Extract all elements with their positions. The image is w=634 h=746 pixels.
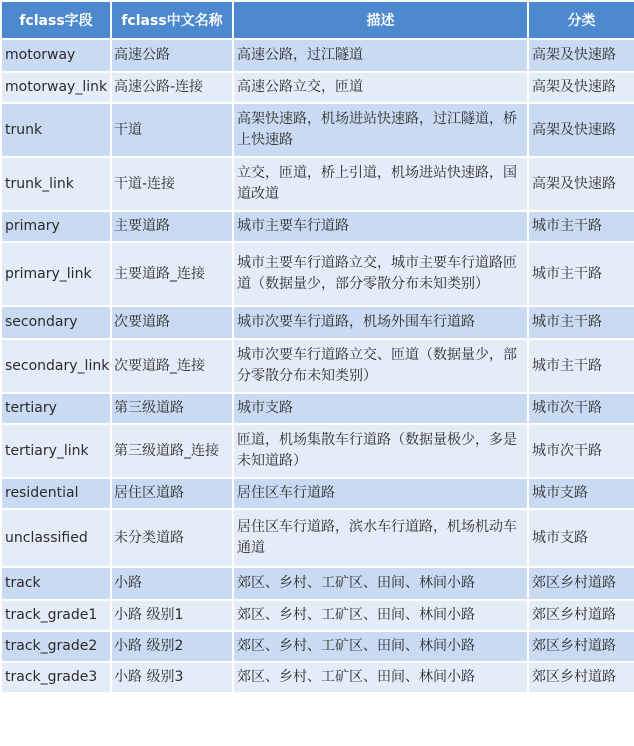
header-category: 分类	[528, 1, 634, 39]
category-cell: 城市主干路	[528, 211, 634, 242]
description-cell: 立交，匝道，桥上引道，机场进站快速路，国道改道	[233, 157, 528, 211]
fclass-cell: track_grade3	[1, 662, 111, 693]
chinese-name-cell: 高速公路	[111, 39, 233, 72]
description-cell: 城市次要车行道路，机场外围车行道路	[233, 306, 528, 339]
category-cell: 高架及快速路	[528, 157, 634, 211]
description-cell: 郊区、乡村、工矿区、田间、林间小路	[233, 567, 528, 600]
table-row	[1, 662, 634, 693]
table-row	[1, 157, 634, 211]
category-cell: 城市主干路	[528, 339, 634, 393]
description-cell: 城市主要车行道路	[233, 211, 528, 242]
table-row	[1, 631, 634, 662]
category-cell: 城市支路	[528, 509, 634, 567]
chinese-name-cell: 小路 级别2	[111, 631, 233, 662]
category-cell: 郊区乡村道路	[528, 600, 634, 631]
fclass-cell: primary_link	[1, 242, 111, 306]
table-row	[1, 393, 634, 424]
chinese-name-cell: 小路 级别1	[111, 600, 233, 631]
description-cell: 郊区、乡村、工矿区、田间、林间小路	[233, 600, 528, 631]
header-fclass: fclass字段	[1, 1, 111, 39]
chinese-name-cell: 主要道路	[111, 211, 233, 242]
fclass-cell: primary	[1, 211, 111, 242]
category-cell: 城市次干路	[528, 424, 634, 478]
chinese-name-cell: 干道	[111, 103, 233, 157]
chinese-name-cell: 高速公路-连接	[111, 72, 233, 103]
fclass-cell: tertiary_link	[1, 424, 111, 478]
category-cell: 郊区乡村道路	[528, 662, 634, 693]
fclass-cell: residential	[1, 478, 111, 509]
chinese-name-cell: 干道-连接	[111, 157, 233, 211]
description-cell: 城市次要车行道路立交、匝道（数据量少，部分零散分布未知类别）	[233, 339, 528, 393]
description-cell: 高架快速路，机场进站快速路，过江隧道，桥上快速路	[233, 103, 528, 157]
fclass-cell: motorway_link	[1, 72, 111, 103]
category-cell: 高架及快速路	[528, 39, 634, 72]
fclass-cell: track	[1, 567, 111, 600]
table-row	[1, 478, 634, 509]
table-row	[1, 509, 634, 567]
description-cell: 匝道，机场集散车行道路（数据量极少，多是未知道路）	[233, 424, 528, 478]
table-row	[1, 567, 634, 600]
chinese-name-cell: 次要道路	[111, 306, 233, 339]
chinese-name-cell: 居住区道路	[111, 478, 233, 509]
table-header	[1, 1, 634, 39]
category-cell: 郊区乡村道路	[528, 631, 634, 662]
fclass-cell: tertiary	[1, 393, 111, 424]
header-description: 描述	[233, 1, 528, 39]
chinese-name-cell: 小路 级别3	[111, 662, 233, 693]
table-row	[1, 339, 634, 393]
table-body	[1, 39, 634, 693]
description-cell: 城市支路	[233, 393, 528, 424]
description-cell: 居住区车行道路	[233, 478, 528, 509]
chinese-name-cell: 第三级道路_连接	[111, 424, 233, 478]
table-row	[1, 600, 634, 631]
fclass-cell: secondary	[1, 306, 111, 339]
chinese-name-cell: 第三级道路	[111, 393, 233, 424]
fclass-cell: trunk_link	[1, 157, 111, 211]
chinese-name-cell: 次要道路_连接	[111, 339, 233, 393]
category-cell: 高架及快速路	[528, 72, 634, 103]
chinese-name-cell: 未分类道路	[111, 509, 233, 567]
category-cell: 城市主干路	[528, 242, 634, 306]
description-cell: 郊区、乡村、工矿区、田间、林间小路	[233, 662, 528, 693]
category-cell: 城市次干路	[528, 393, 634, 424]
description-cell: 居住区车行道路，滨水车行道路，机场机动车通道	[233, 509, 528, 567]
category-cell: 郊区乡村道路	[528, 567, 634, 600]
description-cell: 城市主要车行道路立交，城市主要车行道路匝道（数据量少，部分零散分布未知类别）	[233, 242, 528, 306]
description-cell: 高速公路，过江隧道	[233, 39, 528, 72]
table-row	[1, 211, 634, 242]
fclass-cell: secondary_link	[1, 339, 111, 393]
category-cell: 城市支路	[528, 478, 634, 509]
chinese-name-cell: 小路	[111, 567, 233, 600]
category-cell: 城市主干路	[528, 306, 634, 339]
category-cell: 高架及快速路	[528, 103, 634, 157]
header-chinese-name: fclass中文名称	[111, 1, 233, 39]
table-row	[1, 306, 634, 339]
fclass-cell: motorway	[1, 39, 111, 72]
header-row	[1, 1, 634, 39]
table-row	[1, 39, 634, 72]
table-row	[1, 103, 634, 157]
table-row	[1, 72, 634, 103]
fclass-cell: trunk	[1, 103, 111, 157]
fclass-cell: track_grade1	[1, 600, 111, 631]
chinese-name-cell: 主要道路_连接	[111, 242, 233, 306]
description-cell: 高速公路立交，匝道	[233, 72, 528, 103]
description-cell: 郊区、乡村、工矿区、田间、林间小路	[233, 631, 528, 662]
table-row	[1, 424, 634, 478]
fclass-cell: track_grade2	[1, 631, 111, 662]
table-row	[1, 242, 634, 306]
fclass-cell: unclassified	[1, 509, 111, 567]
